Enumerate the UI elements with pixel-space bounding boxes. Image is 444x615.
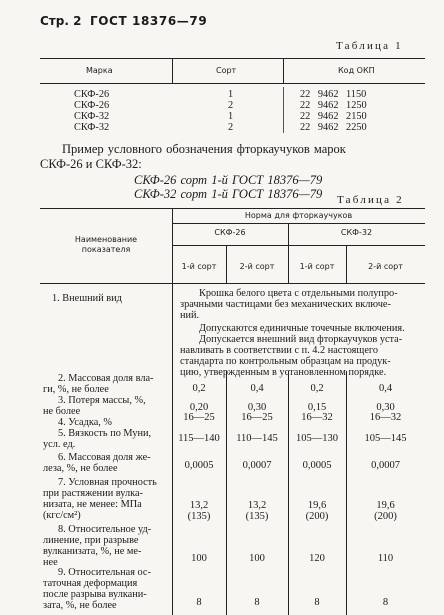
row1-text-6: навливать в соответствии с п. 4.2 настоящего [180, 345, 379, 356]
table1-col-code: Код ОКП [338, 66, 375, 75]
table1-row4-grade: 2 [228, 122, 234, 133]
row8-name-2: линение, при разрыве [43, 535, 139, 546]
table2-norm-header: Норма для фторкаучуков [244, 211, 353, 220]
table2-grade-4: 2-й сорт [368, 262, 403, 271]
table1-divider-2 [283, 58, 284, 83]
row8-name-1: 8. Относительное уд- [58, 524, 152, 535]
row3-name-2: не более [43, 406, 81, 417]
row8-value-2: 100 [249, 553, 265, 564]
row7-name-1: 7. Условная прочность [58, 477, 157, 488]
row9-name-1: 9. Относительная ос- [58, 567, 151, 578]
table1-row1-code: 22 9462 1150 [300, 89, 367, 100]
table1-row2-code: 22 9462 1250 [300, 100, 367, 111]
row7-value-3: 19,6 [307, 500, 327, 511]
row1-text-5: Допускается внешний вид фторкаучуков уста- [199, 334, 403, 345]
row1-text-7: стандарта по контрольным образцам на продук- [180, 356, 391, 367]
row4-value-3: 16—32 [301, 412, 333, 423]
row1-text-8: цию, утвержденным в установленном порядке. [180, 367, 387, 378]
table1-row3-grade: 1 [228, 111, 234, 122]
row1-text-4: Допускаются единичные точечные включения. [199, 323, 405, 334]
example-heading-line2: СКФ-26 и СКФ-32: [40, 157, 142, 171]
row5-value-1: 115—140 [178, 433, 220, 444]
table2-header-rule [40, 283, 425, 284]
row9-value-3: 8 [314, 597, 320, 608]
table2-label: Таблица 2 [337, 194, 404, 206]
row9-name-4: зата, %, не более [43, 600, 117, 611]
row6-value-2: 0,0007 [242, 460, 272, 471]
row2-value-4: 0,4 [378, 383, 393, 394]
table1-row3-code: 22 9462 2150 [300, 111, 367, 122]
table1-row1-mark: СКФ-26 [74, 89, 110, 100]
row7-value-kgf-3: (200) [305, 511, 329, 522]
row2-value-1: 0,2 [192, 383, 206, 394]
row4-name-1: 4. Усадка, % [58, 417, 112, 428]
example-heading-line1: Пример условного обозначения фторкаучуков марок [62, 142, 346, 156]
row9-value-4: 8 [382, 597, 389, 608]
row6-value-4: 0,0007 [371, 460, 400, 471]
table1-row2-grade: 2 [228, 100, 234, 111]
row3-value-4: 0,30 [376, 402, 395, 413]
row5-value-2: 110—145 [236, 433, 278, 444]
row2-name-2: ги, %, не более [43, 384, 109, 395]
table1-label: Таблица 1 [336, 40, 403, 52]
table2-brand-rule [172, 245, 425, 246]
row8-value-3: 120 [309, 553, 325, 564]
row4-value-2: 16—25 [241, 412, 273, 423]
row2-value-3: 0,2 [310, 383, 324, 394]
row6-name-1: 6. Массовая доля же- [58, 452, 151, 463]
row2-value-2: 0,4 [250, 383, 264, 394]
table1-row2-mark: СКФ-26 [74, 100, 110, 111]
row7-value-kgf-2: (135) [245, 511, 269, 522]
row7-value-4: 19,6 [376, 500, 395, 511]
row1-text-3: ний. [180, 310, 200, 321]
table2-brand1: СКФ-26 [214, 228, 246, 237]
table1-row1-grade: 1 [228, 89, 234, 100]
row7-name-3: низата, не менее: МПа [43, 499, 142, 510]
row6-name-2: леза, %, не более [43, 463, 118, 474]
row3-name-1: 3. Потеря массы, %, [58, 395, 146, 406]
row4-value-4: 16—32 [369, 412, 402, 423]
table1-col-grade: Сорт [216, 66, 237, 75]
row7-name-4: (кгс/см²) [43, 510, 81, 521]
table2-grade-1: 1-й сорт [181, 262, 217, 271]
row3-value-2: 0,30 [247, 402, 267, 413]
row8-value-4: 110 [377, 553, 394, 564]
row9-value-2: 8 [254, 597, 260, 608]
row1-text-1: Крошка белого цвета с отдельными полупро- [199, 288, 398, 299]
row8-value-1: 100 [191, 553, 207, 564]
row3-value-1: 0,20 [189, 402, 209, 413]
row7-value-kgf-4: (200) [374, 511, 397, 522]
table1-header-rule [40, 83, 425, 84]
table2-norm-rule [172, 223, 425, 224]
example-line2: СКФ-32 сорт 1-й ГОСТ 18376—79 [134, 187, 323, 201]
table2-grade-2: 2-й сорт [239, 262, 275, 271]
row5-name-2: усл. ед. [43, 439, 76, 450]
table1-top-rule [40, 58, 425, 59]
row1-name: 1. Внешний вид [52, 293, 122, 304]
row1-text-2: зрачными частицами без механических включе- [180, 299, 391, 310]
row8-name-3: вулканизата, %, не ме- [43, 546, 142, 557]
table2-grade-3: 1-й сорт [299, 262, 335, 271]
row2-name-1: 2. Массовая доля вла- [58, 373, 154, 384]
row6-value-3: 0,0005 [302, 460, 332, 471]
table2-body-divider-0 [172, 283, 173, 615]
table1-code-divider [283, 87, 284, 133]
row5-value-3: 105—130 [296, 433, 338, 444]
row5-value-4: 105—145 [364, 433, 407, 444]
table2-name-header-line1: Наименование [74, 235, 138, 244]
row5-name-1: 5. Вязкость по Муни, [58, 428, 152, 439]
row9-value-1: 8 [196, 597, 202, 608]
table1-divider-1 [172, 58, 173, 83]
row7-name-2: при растяжении вулка- [43, 488, 143, 499]
row9-name-2: таточная деформация [43, 578, 138, 589]
row7-value-1: 13,2 [189, 500, 209, 511]
table2-brand2: СКФ-32 [340, 228, 373, 237]
row6-value-1: 0,0005 [184, 460, 214, 471]
table1-row4-code: 22 9462 2250 [300, 122, 367, 133]
table2-top-rule [40, 208, 425, 209]
row8-name-4: нее [43, 557, 58, 568]
row4-value-1: 16—25 [183, 412, 215, 423]
row3-value-3: 0,15 [307, 402, 327, 413]
table1-row3-mark: СКФ-32 [74, 111, 110, 122]
table1-col-mark: Марка [86, 66, 113, 75]
table2-name-header-line2: показателя [81, 245, 131, 254]
example-line1: СКФ-26 сорт 1-й ГОСТ 18376—79 [134, 173, 323, 187]
page-number: Стр. 2 [40, 14, 82, 28]
row7-value-kgf-1: (135) [187, 511, 211, 522]
row9-name-3: после разрыва вулкани- [43, 589, 147, 600]
row7-value-2: 13,2 [247, 500, 267, 511]
standard-number: ГОСТ 18376—79 [90, 14, 208, 28]
table1-row4-mark: СКФ-32 [74, 122, 110, 133]
